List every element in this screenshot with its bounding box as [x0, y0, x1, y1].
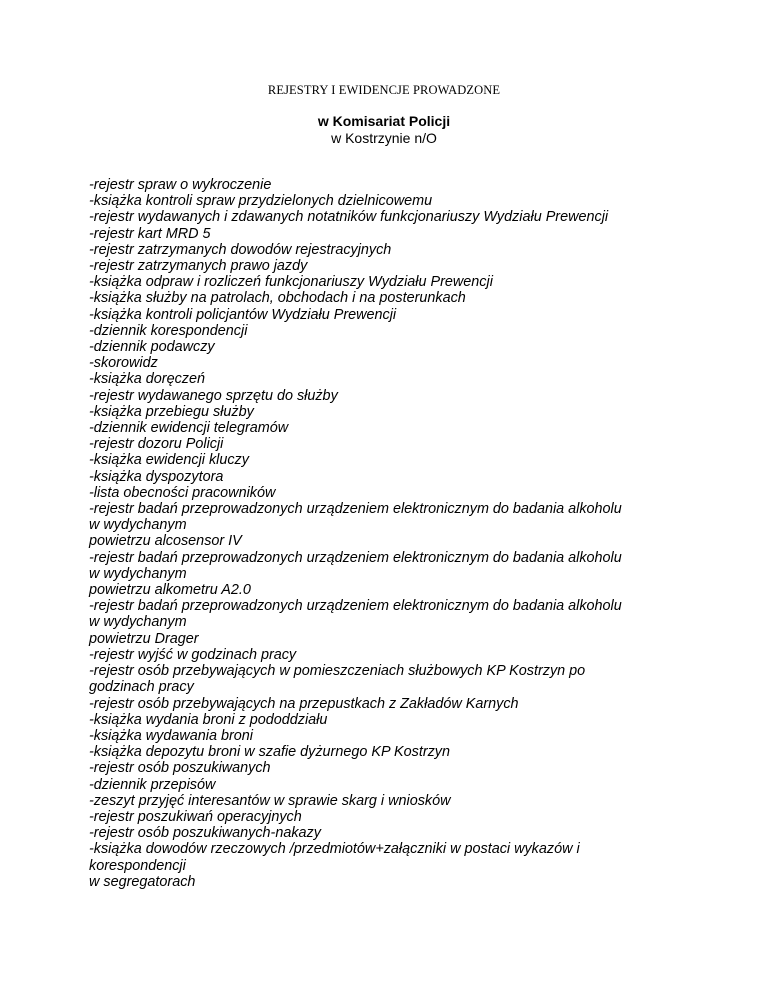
registry-line: w wydychanym [89, 565, 187, 582]
registry-line: -rejestr poszukiwań operacyjnych [89, 808, 302, 825]
registry-line: -książka wydawania broni [89, 727, 253, 744]
registry-line: w segregatorach [89, 873, 196, 890]
registry-line: -rejestr osób poszukiwanych [89, 760, 271, 777]
registry-line: -rejestr kart MRD 5 [89, 225, 211, 242]
registry-line: -lista obecności pracowników [89, 484, 276, 501]
registry-line: -dziennik podawczy [89, 339, 215, 356]
registry-line: -rejestr wyjść w godzinach pracy [89, 646, 297, 663]
registry-line: -książka służby na patrolach, obchodach i na posterunkach [89, 290, 466, 307]
document-title: REJESTRY I EWIDENCJE PROWADZONE [267, 83, 501, 97]
registry-line: -książka kontroli spraw przydzielonych dzielnicowemu [89, 193, 433, 210]
registry-line: powietrzu Drager [89, 630, 199, 647]
registry-line: -książka przebiegu służby [89, 403, 254, 420]
registry-line: -rejestr osób przebywających w pomieszczeniach służbowych KP Kostrzyn po [89, 663, 586, 680]
registry-line: -książka ewidencji kluczy [89, 452, 249, 469]
registry-line: -rejestr osób poszukiwanych-nakazy [89, 825, 321, 842]
registry-line: -rejestr zatrzymanych prawo jazdy [89, 258, 308, 275]
registry-line: -rejestr wydawanych i zdawanych notatników funkcjonariuszy Wydziału Prewencji [89, 209, 609, 226]
registry-line: -rejestr spraw o wykroczenie [89, 177, 272, 193]
registry-line: -skorowidz [89, 355, 158, 372]
registry-line: -rejestr osób przebywających na przepustkach z Zakładów Karnych [89, 695, 519, 712]
registry-line: -książka odpraw i rozliczeń funkcjonariuszy Wydziału Prewencji [89, 274, 493, 291]
registry-line: -rejestr dozoru Policji [89, 436, 224, 453]
registry-line: -książka dowodów rzeczowych /przedmiotów+załączniki w postaci wykazów i [89, 841, 580, 858]
office-name: w Komisariat Policji [317, 113, 451, 129]
registry-line: -dziennik ewidencji telegramów [89, 420, 289, 437]
registry-line: -rejestr wydawanego sprzętu do służby [89, 387, 338, 404]
registry-line: w wydychanym [89, 614, 187, 631]
registry-line: w wydychanym [89, 517, 187, 534]
registry-line: godzinach pracy [89, 679, 194, 696]
registry-line: -książka depozytu broni w szafie dyżurnego KP Kostrzyn [89, 744, 451, 761]
registry-line: -rejestr zatrzymanych dowodów rejestracyjnych [89, 241, 392, 258]
office-city: w Kostrzynie n/O [331, 130, 437, 146]
registry-line: -rejestr badań przeprowadzonych urządzeniem elektronicznym do badania alkoholu [89, 501, 622, 518]
registry-line: korespondencji [89, 857, 186, 874]
registry-line: -książka dyspozytora [89, 468, 224, 485]
registry-line: -dziennik przepisów [89, 776, 216, 793]
registry-line: -dziennik korespondencji [89, 322, 248, 339]
registry-line: -książka wydania broni z pododdziału [89, 711, 328, 728]
registry-line: powietrzu alcosensor IV [89, 533, 242, 550]
registry-line: -rejestr badań przeprowadzonych urządzeniem elektronicznym do badania alkoholu [89, 598, 622, 615]
registry-line: -książka doręczeń [89, 371, 205, 388]
registry-line: -zeszyt przyjęć interesantów w sprawie skarg i wniosków [89, 792, 451, 809]
registry-line: -rejestr badań przeprowadzonych urządzeniem elektronicznym do badania alkoholu [89, 549, 622, 566]
registry-line: powietrzu alkometru A2.0 [89, 582, 251, 599]
registry-line: -książka kontroli policjantów Wydziału Prewencji [89, 306, 397, 323]
registry-list [89, 177, 689, 890]
